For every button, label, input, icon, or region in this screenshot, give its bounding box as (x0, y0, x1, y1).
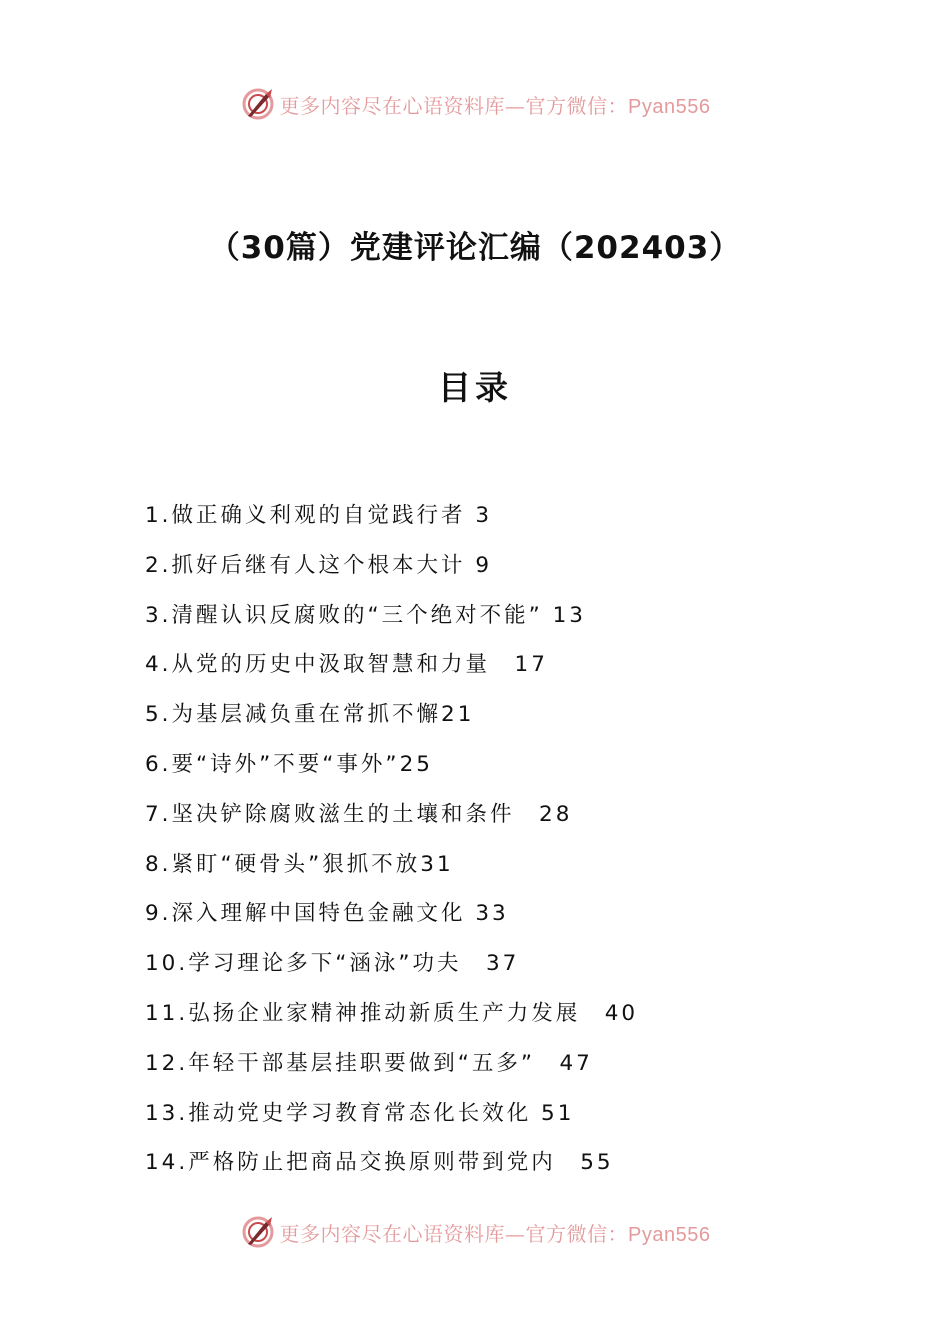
toc-entry: 1.做正确义利观的自觉践行者 3 (145, 503, 493, 528)
toc-entry: 4.从党的历史中汲取智慧和力量 17 (145, 652, 548, 678)
document-title: （30篇）党建评论汇编（202403） (208, 230, 742, 266)
toc-entry: 5.为基层减负重在常抓不懈21 (145, 702, 475, 728)
toc-entry: 10.学习理论多下“涵泳”功夫 37 (145, 951, 520, 977)
watermark-text: 更多内容尽在心语资料库—官方微信：Pyan556 (279, 93, 711, 118)
toc-entry: 6.要“诗外”不要“事外”25 (145, 751, 433, 777)
toc-entry: 3.清醒认识反腐败的“三个绝对不能” 13 (145, 602, 586, 628)
wechat-id: Pyan556 (628, 1223, 711, 1246)
header-watermark-banner (0, 84, 950, 124)
toc-entry: 2.抓好后继有人这个根本大计 9 (145, 552, 493, 578)
toc-entry: 9.深入理解中国特色金融文化 33 (145, 901, 509, 927)
toc-entry: 12.年轻干部基层挂职要做到“五多” 47 (145, 1050, 593, 1076)
watermark-text: 更多内容尽在心语资料库—官方微信：Pyan556 (279, 1221, 711, 1246)
toc-entry: 14.严格防止把商品交换原则带到党内 55 (145, 1150, 614, 1176)
toc-entry: 8.紧盯“硬骨头”狠抓不放31 (145, 851, 454, 877)
wechat-id: Pyan556 (628, 95, 711, 118)
toc-heading: 目录 (438, 368, 512, 407)
table-of-contents (145, 498, 865, 1195)
quill-logo-icon (240, 1214, 276, 1250)
toc-entry: 7.坚决铲除腐败滋生的土壤和条件 28 (145, 801, 573, 827)
quill-logo-icon (240, 86, 276, 122)
toc-entry: 11.弘扬企业家精神推动新质生产力发展 40 (145, 1000, 639, 1026)
footer-watermark-banner (0, 1212, 950, 1252)
toc-entry: 13.推动党史学习教育常态化长效化 51 (145, 1100, 575, 1126)
